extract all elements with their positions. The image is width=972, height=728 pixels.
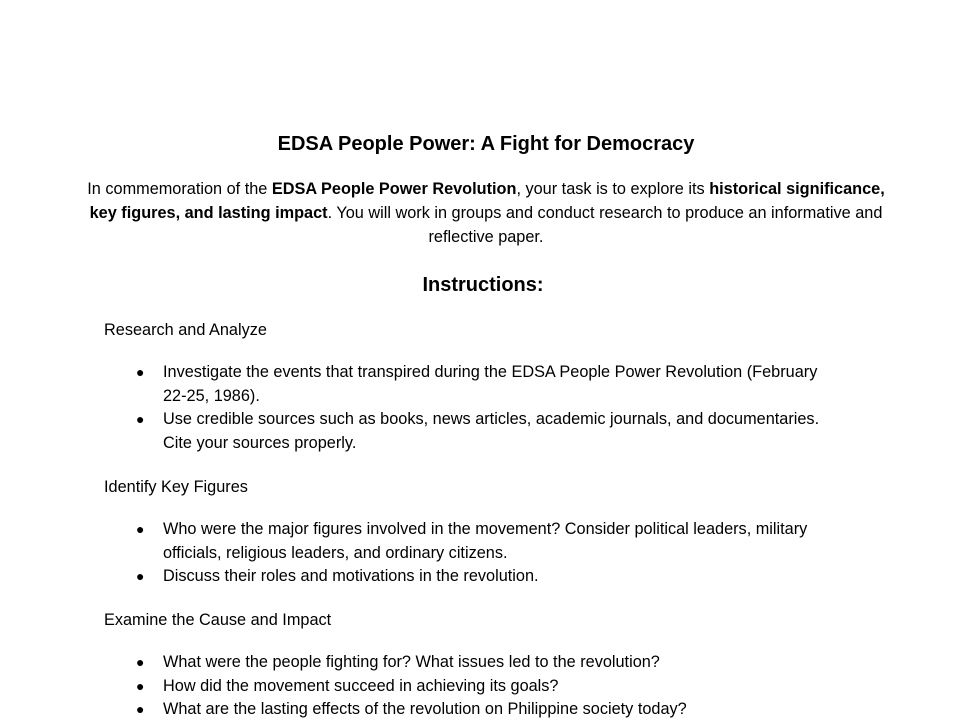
intro-text-1: In commemoration of the	[87, 180, 272, 198]
bullet-icon: ●	[136, 654, 145, 670]
bullet-icon: ●	[136, 701, 145, 717]
section-heading-key-figures: Identify Key Figures	[104, 478, 248, 496]
list-item-text: How did the movement succeed in achieving its goals?	[163, 676, 559, 695]
list-item	[104, 361, 844, 408]
bullet-list-key-figures	[104, 518, 844, 589]
bullet-icon: ●	[136, 677, 145, 694]
list-item	[104, 675, 844, 699]
list-item-text: Discuss their roles and motivations in the revolution.	[163, 567, 539, 585]
list-item-text: Who were the major figures involved in the movement? Consider political leaders, military officials, religious leaders, and ordinary citizens.	[163, 520, 808, 562]
section-heading-research: Research and Analyze	[104, 321, 267, 339]
bullet-icon: ●	[136, 411, 145, 427]
list-item-text: What were the people fighting for? What issues led to the revolution?	[163, 653, 660, 671]
intro-text-2: , your task is to explore its	[516, 180, 710, 198]
intro-text-3: . You will work in groups and conduct research to produce an informative and reflective paper.	[327, 204, 883, 246]
list-item	[104, 698, 844, 722]
bullet-icon: ●	[136, 568, 145, 584]
list-item	[104, 651, 844, 675]
intro-bold-revolution: EDSA People Power Revolution	[271, 180, 517, 198]
list-item-text: Use credible sources such as books, news articles, academic journals, and documentaries. Cite your sources properly.	[163, 410, 820, 452]
list-item	[104, 565, 844, 589]
bullet-list-research	[104, 361, 844, 455]
bullet-icon: ●	[136, 364, 145, 380]
list-item	[104, 408, 844, 455]
instructions-heading: Instructions:	[422, 274, 544, 296]
intro-bold-focus: historical significance, key figures, and lasting impact	[89, 180, 885, 222]
list-item-text: What are the lasting effects of the revolution on Philippine society today?	[163, 700, 687, 718]
document-title: EDSA People Power: A Fight for Democracy	[277, 133, 695, 155]
list-item	[104, 518, 844, 565]
list-item-text: Investigate the events that transpired during the EDSA People Power Revolution (February 22-25, 1986).	[163, 363, 818, 405]
intro-paragraph	[80, 177, 892, 249]
bullet-icon: ●	[136, 521, 145, 537]
bullet-list-cause-impact	[104, 651, 844, 722]
section-heading-cause-impact: Examine the Cause and Impact	[104, 611, 332, 629]
